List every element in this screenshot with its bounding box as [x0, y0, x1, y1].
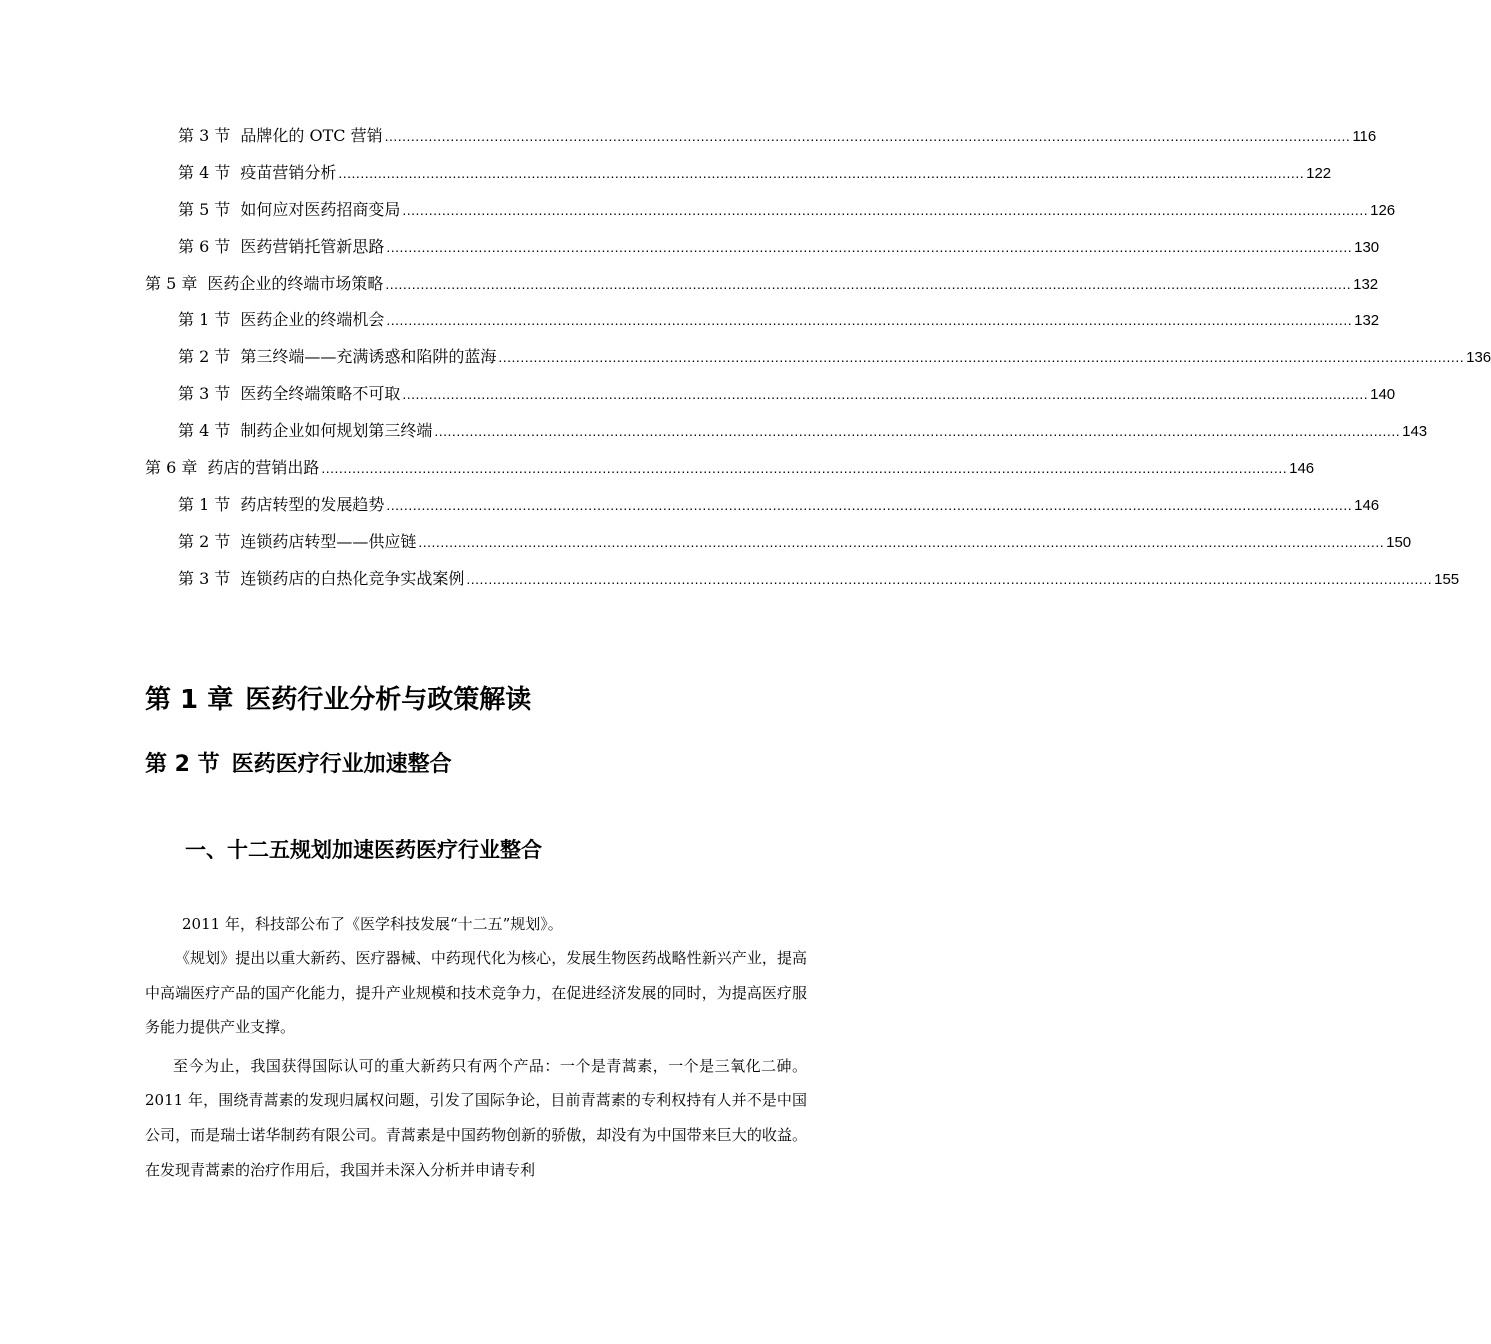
toc-leader-dots: ............................................................................................................................................................................................................................	[434, 423, 1401, 440]
toc-leader-dots: ............................................................................................................................................................................................................................	[321, 460, 1288, 477]
subsection-heading: 一、十二五规划加速医药医疗行业整合	[185, 838, 542, 862]
toc-entry-label	[178, 419, 432, 443]
paragraph: 至今为止，我国获得国际认可的重大新药只有两个产品：一个是青蒿素，一个是三氧化二砷。2011 年，围绕青蒿素的发现归属权问题，引发了国际争论，目前青蒿素的专利权持有人并不是中国公司，而是瑞士诺华制药有限公司。青蒿素是中国药物创新的骄傲，却没有为中国带来巨大的收益。在发现青蒿素的治疗作用后，我国并未深入分析并申请专利	[145, 1056, 807, 1179]
toc-entry-title: 品牌化的 OTC 营销	[240, 126, 383, 145]
toc-entry[interactable]	[145, 161, 1332, 198]
toc-entry-number: 第 6 节	[178, 236, 231, 256]
toc-entry-title: 医药营销托管新思路	[240, 236, 385, 256]
toc-entry[interactable]	[145, 530, 1412, 567]
toc-entry[interactable]	[145, 419, 1428, 456]
toc-entry-label	[145, 456, 319, 480]
toc-entry-label	[178, 161, 336, 185]
toc-entry-label	[145, 272, 383, 296]
toc-entry-title: 药店转型的发展趋势	[240, 494, 385, 514]
section-heading	[145, 749, 452, 781]
toc-entry-title: 第三终端——充满诱惑和陷阱的蓝海	[240, 347, 497, 367]
toc-leader-dots: ............................................................................................................................................................................................................................	[338, 164, 1305, 181]
toc-leader-dots: ............................................................................................................................................................................................................................	[418, 533, 1385, 550]
toc-entry-number: 第 1 节	[178, 310, 231, 330]
toc-page-number: 126	[1370, 201, 1396, 219]
toc-page-number: 146	[1289, 460, 1315, 478]
toc-page-number: 150	[1386, 533, 1412, 551]
toc-page-number: 143	[1402, 423, 1428, 441]
toc-entry-title: 医药企业的终端机会	[240, 310, 385, 330]
toc-entry-label	[178, 235, 384, 259]
paragraph: 《规划》提出以重大新药、医疗器械、中药现代化为核心，发展生物医药战略性新兴产业，提高中高端医疗产品的国产化能力，提升产业规模和技术竞争力，在促进经济发展的同时，为提高医疗服务能力提供产业支撑。	[145, 949, 807, 1036]
chapter-heading	[145, 682, 531, 718]
toc-page-number: 130	[1354, 238, 1380, 256]
toc-entry-title: 如何应对医药招商变局	[240, 199, 401, 219]
toc-leader-dots: ............................................................................................................................................................................................................................	[386, 238, 1353, 255]
toc-page-number: 122	[1306, 164, 1332, 182]
toc-entry[interactable]	[145, 198, 1396, 235]
toc-entry[interactable]	[145, 456, 1315, 493]
toc-page-number: 132	[1353, 275, 1379, 293]
toc-entry-label	[178, 382, 400, 406]
chapter-title: 医药行业分析与政策解读	[245, 685, 532, 715]
body-text	[145, 908, 807, 1188]
toc-entry-number: 第 2 节	[178, 531, 231, 551]
toc-entry-number: 第 5 章	[145, 273, 198, 293]
toc-entry-title: 医药企业的终端市场策略	[207, 273, 384, 293]
toc-entry-label	[178, 493, 384, 517]
toc-entry-title: 制药企业如何规划第三终端	[240, 421, 433, 441]
toc-entry[interactable]	[145, 272, 1379, 309]
toc-entry[interactable]	[145, 308, 1380, 345]
toc-leader-dots: ............................................................................................................................................................................................................................	[384, 128, 1351, 144]
toc-entry-number: 第 5 节	[178, 199, 231, 219]
toc-entry-title: 疫苗营销分析	[240, 162, 337, 182]
toc-leader-dots: ............................................................................................................................................................................................................................	[386, 312, 1353, 329]
chapter-number: 第 1 章	[145, 685, 234, 715]
toc-leader-dots: ............................................................................................................................................................................................................................	[385, 275, 1352, 292]
toc-entry-label	[178, 308, 384, 332]
toc-entry-number: 第 3 节	[178, 568, 231, 588]
toc-entry-number: 第 4 节	[178, 162, 231, 182]
toc-page-number: 132	[1354, 312, 1380, 330]
table-of-contents	[145, 124, 1491, 604]
section-number: 第 2 节	[145, 752, 220, 777]
toc-entry[interactable]	[145, 124, 1377, 161]
toc-entry-title: 连锁药店的白热化竞争实战案例	[240, 568, 465, 588]
toc-page-number: 116	[1352, 128, 1377, 145]
toc-leader-dots: ............................................................................................................................................................................................................................	[386, 496, 1353, 513]
toc-entry-number: 第 2 节	[178, 347, 231, 367]
toc-entry[interactable]	[145, 567, 1460, 604]
toc-entry-number: 第 3 节	[178, 126, 231, 145]
toc-entry-label	[178, 345, 496, 369]
toc-entry[interactable]	[145, 382, 1396, 419]
toc-entry-title: 医药全终端策略不可取	[240, 384, 401, 404]
toc-entry-label	[178, 567, 464, 591]
toc-leader-dots: ............................................................................................................................................................................................................................	[466, 570, 1433, 587]
toc-entry-label	[178, 198, 400, 222]
toc-entry-number: 第 4 节	[178, 421, 231, 441]
section-title: 医药医疗行业加速整合	[231, 752, 452, 777]
toc-leader-dots: ............................................................................................................................................................................................................................	[402, 386, 1369, 403]
toc-entry[interactable]	[145, 493, 1380, 530]
toc-entry[interactable]	[145, 345, 1491, 382]
toc-entry-number: 第 6 章	[145, 458, 198, 478]
toc-page-number: 136	[1466, 349, 1491, 367]
toc-page-number: 146	[1354, 496, 1380, 514]
toc-entry-number: 第 3 节	[178, 384, 231, 404]
toc-page-number: 155	[1434, 570, 1460, 588]
toc-leader-dots: ............................................................................................................................................................................................................................	[498, 349, 1465, 366]
toc-entry-title: 连锁药店转型——供应链	[240, 531, 417, 551]
toc-entry-label	[178, 530, 416, 554]
toc-page-number: 140	[1370, 386, 1396, 404]
toc-entry-label	[178, 124, 383, 148]
toc-entry[interactable]	[145, 235, 1380, 272]
toc-entry-number: 第 1 节	[178, 494, 231, 514]
toc-leader-dots: ............................................................................................................................................................................................................................	[402, 201, 1369, 218]
toc-entry-title: 药店的营销出路	[207, 458, 320, 478]
paragraph: 2011 年，科技部公布了《医学科技发展“十二五”规划》。	[182, 915, 563, 933]
